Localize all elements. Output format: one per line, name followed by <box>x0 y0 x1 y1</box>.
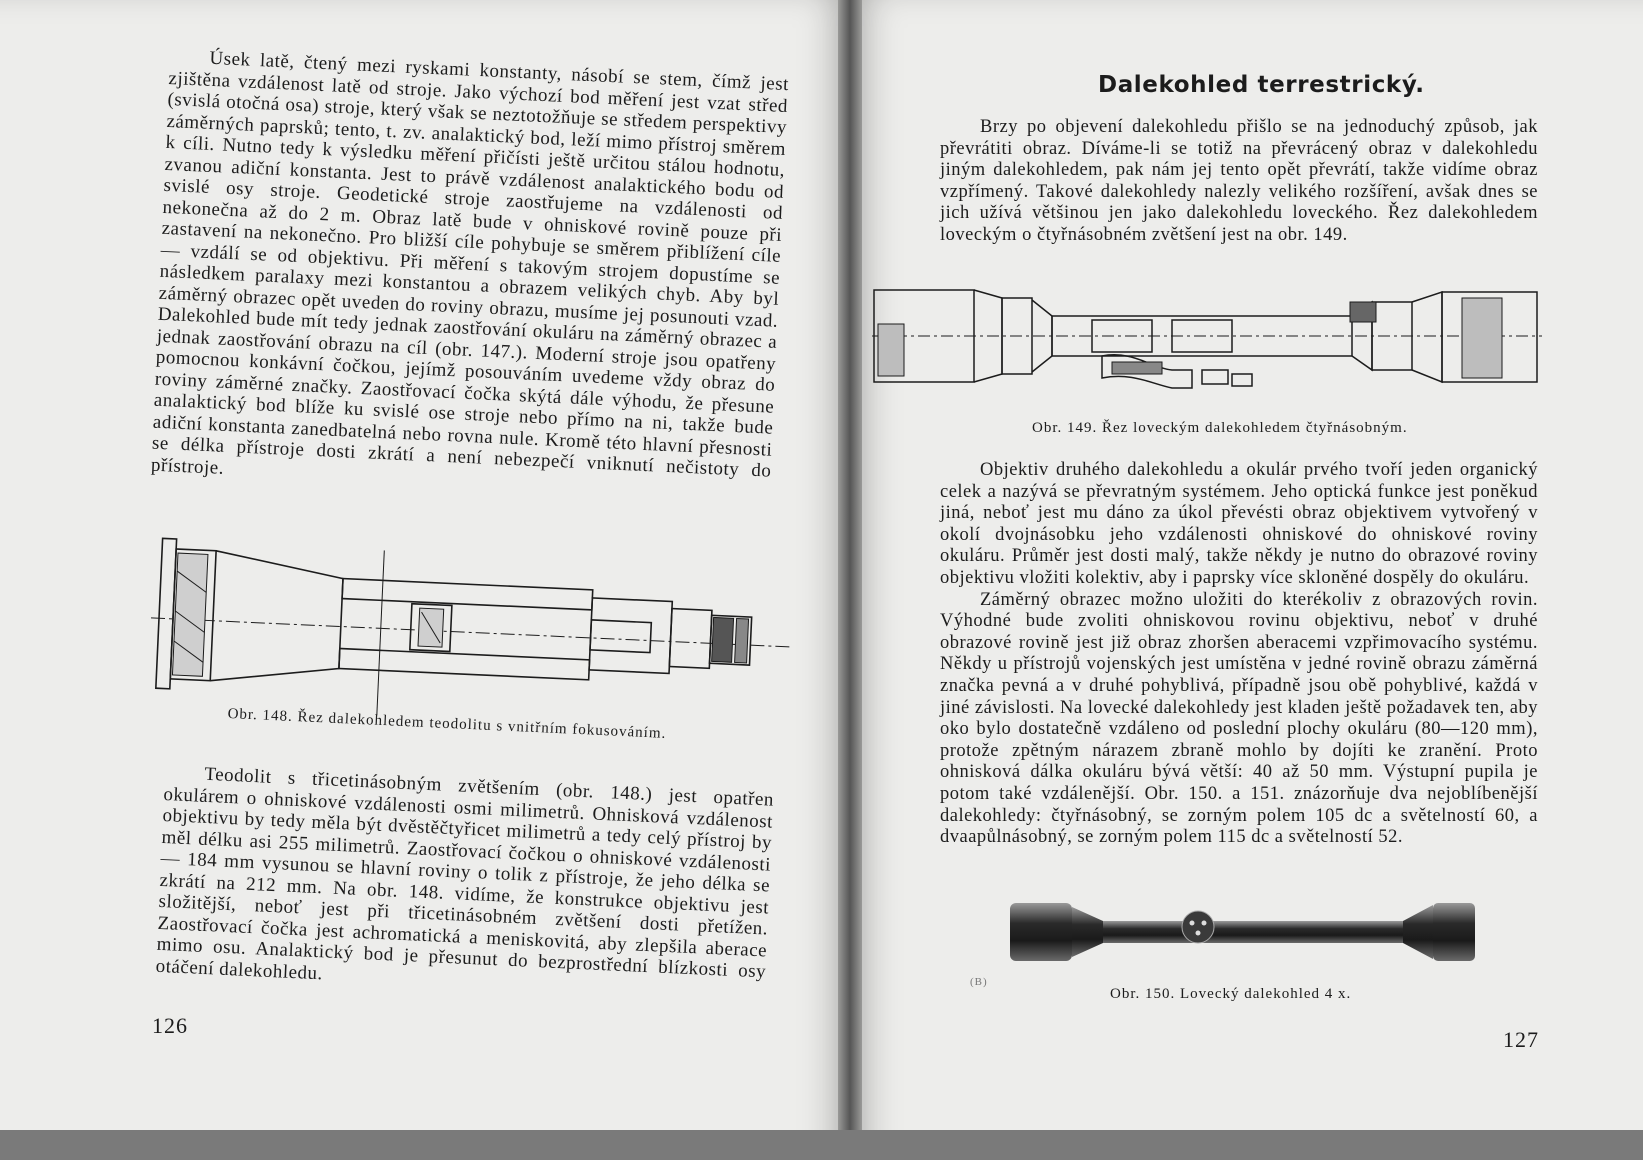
scan-bottom-edge <box>0 1130 1643 1160</box>
left-paragraph-top <box>150 46 789 504</box>
right-paragraph-1 <box>940 117 1538 246</box>
figure-148-caption: Obr. 148. Řez dalekohledem teodolitu s vnitřním fokusováním. <box>227 706 667 742</box>
figure-149-caption: Obr. 149. Řez loveckým dalekohledem čtyřnásobným. <box>1032 420 1408 436</box>
paragraph: Úsek latě, čtený mezi ryskami konstanty, násobí se stem, čímž jest zjištěna vzdálenost latě od stroje. Jako výchozí bod měření jest vzat střed (svislá otočná osa) stroje, který však se neztotožňuje se středem perspektivy záměrných paprsků; tento, t. zv. analaktický bod, leží mimo přístroj směrem k cíli. Nutno tedy k výsledku měření přičísti ještě určitou stálou hodnotu, zvanou adiční konstanta. Jest to právě vzdálenost analaktického bodu od svislé osy stroje. Geodetické stroje zaostřujeme na vzdálenosti od nekonečna až do 2 m. Obraz latě bude v ohniskové rovině pouze při zastavení na nekonečno. Pro bližší cíle pohybuje se směrem přiblížení cíle — vzdálí se od objektivu. Při měření s takovým strojem dopustíme se následkem paralaxy mezi konstantou a obrazem velikých chyb. Aby byl záměrný obrazec opět uveden do roviny obrazu, musíme jej posunouti vzad. Dalekohled bude mít tedy jednak zaostřování okuláru na záměrný obrazec a jednak zaostřování obrazu na cíl (obr. 147.). Moderní stroje jsou opatřeny pomocnou konkávní čočkou, jejímž posouváním uvedeme vždy obraz do roviny záměrné značky. Zaostřovací čočka skýtá dále výhodu, že přesune analaktický bod blíže ku svislé ose stroje nebo přímo na ni, takže bude adiční konstanta zanedbatelná nebo rovna nule. Kromě této hlavní přesnosti se délka přístroje dosti zkrátí a není nebezpečí vniknutí nečistoty do přístroje. <box>150 47 790 482</box>
left-paragraph-bottom <box>155 762 774 1004</box>
figure-150-mark: (B) <box>970 976 988 988</box>
paragraph: Teodolit s třicetinásobným zvětšením (obr. 148.) jest opatřen okulárem o ohniskové vzdálenosti osmi milimetrů. Ohnisková vzdálenost objektivu by tedy měla být dvěstěčtyřicet milimetrů a tedy celý přístroj by měl délku asi 255 milimetrů. Zaostřovací čočkou o ohniskové vzdálenosti — 184 mm vysunou se hlavní roviny o tolik z přístroje, že jeho délka se zkrátí na 212 mm. Na obr. 148. vidíme, že konstrukce objektivu jest složitější, neboť jest při třicetinásobném zvětšení dosti přetížen. Zaostřovací čočka jest achromatická a meniskovitá, aby zlepšila aberace mimo osu. Analaktický bod je přesunut do bezprostřední blízkosti osy otáčení dalekohledu. <box>155 763 775 984</box>
paragraph: Brzy po objevení dalekohledu přišlo se na jednoduchý způsob, jak převrátiti obraz. Díváme-li se totiž na převrácený obraz v dalekohledu jiným dalekohledem, pak nám jej tento opět převrátí, takže vidíme obraz vzpřímený. Takové dalekohledy nalezly velikého rozšíření, avšak dnes se jich užívá většinou jen jako dalekohledu loveckého. Řez dalekohledem loveckým o čtyřnásobném zvětšení jest na obr. 149. <box>940 117 1538 245</box>
paragraph: Záměrný obrazec možno uložiti do kterékoliv z obrazových rovin. Výhodné bude zvoliti ohniskovou rovinu objektivu, neboť v druhé obrazové rovině jest již obraz zhoršen aberacemi vzpřimovacího systému. Někdy u přístrojů vojenských jest umístěna v jedné rovině obrazu záměrná značka pevná a v druhé pohyblivá, případně jsou obě pohyblivé, každá v jiné závislosti. Na lovecké dalekohledy jest kladen ještě požadavek ten, aby oko bylo dostatečně vzdáleno od poslední plochy okuláru (80—120 mm), protože zpětným nárazem zbraně mohlo by dojíti ke zranění. Proto ohnisková dálka okuláru bývá větší: 40 až 50 mm. Výstupní pupila je potom také vzdálenější. Obr. 150. a 151. znázorňuje dva nejoblíbenější dalekohledy: čtyřnásobný, se zorným polem 105 dc a světelností 60, a dvaapůlnásobný, se zorným polem 115 dc a světelností 52. <box>940 589 1538 848</box>
book-spine <box>838 0 862 1160</box>
right-paragraphs-2-3 <box>940 460 1538 849</box>
figure-150-caption: Obr. 150. Lovecký dalekohled 4 x. <box>1110 986 1352 1002</box>
right-page-number: 127 <box>1503 1027 1539 1052</box>
chapter-title: Dalekohled terrestrický. <box>1098 72 1425 98</box>
hunting-scope-photo <box>1008 897 1478 972</box>
paragraph: Objektiv druhého dalekohledu a okulár prvého tvoří jeden organický celek a nazývá se převratným systémem. Jeho optická funkce jest poněkud jiná, neboť jest mu dáno za úkol převésti obraz objektivem vytvořený v okolí dvojnásobku jeho vzdálenosti ohniskové do ohniskové roviny okuláru. Průměr jest dosti malý, takže někdy je nutno do obrazové roviny objektivu vložiti kolektiv, aby i paprsky více skloněné dospěly do okuláru. <box>940 460 1538 588</box>
left-page-number: 126 <box>152 1013 188 1038</box>
hunting-telescope-section-figure <box>872 288 1542 420</box>
